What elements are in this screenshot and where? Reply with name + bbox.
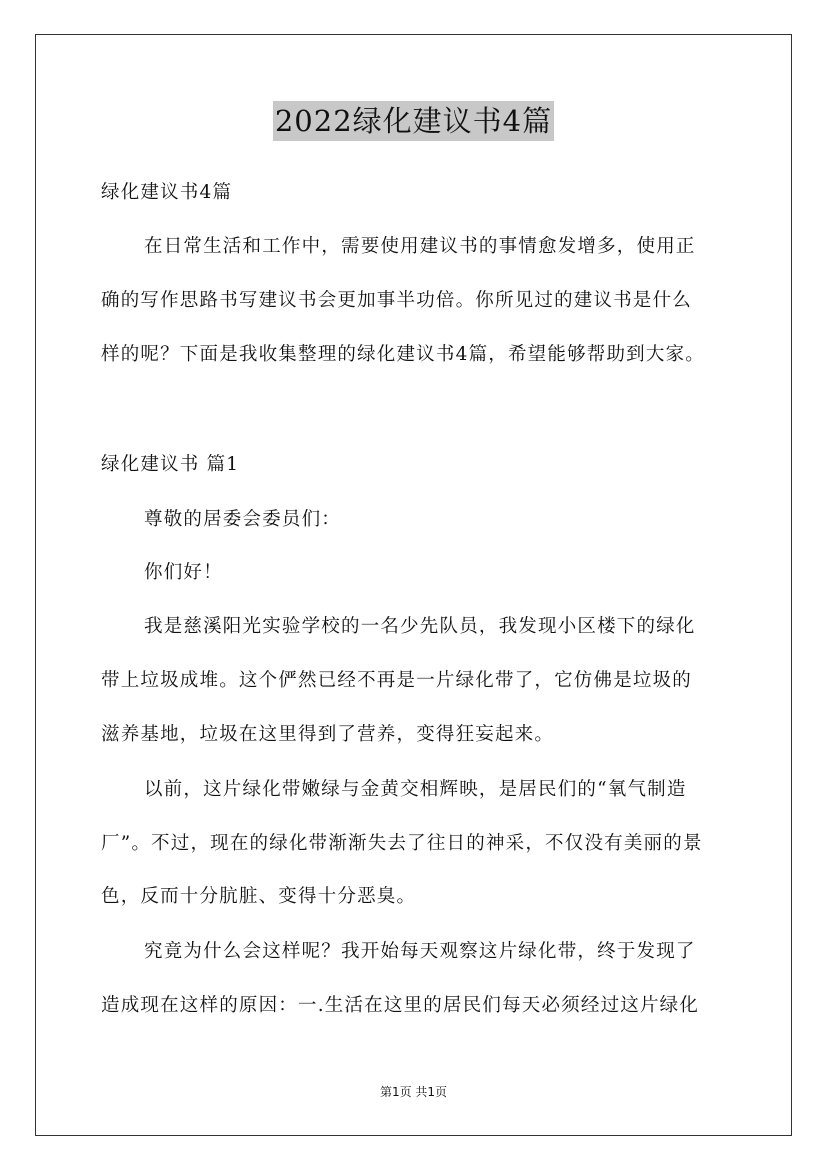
paragraph3-line-2: 造成现在这样的原因：一.生活在这里的居民们每天必须经过这片绿化	[101, 995, 700, 1016]
paragraph1-line-1: 我是慈溪阳光实验学校的一名少先队员，我发现小区楼下的绿化	[144, 616, 696, 637]
paragraph2-line-1: 以前，这片绿化带嫩绿与金黄交相辉映，是居民们的“氧气制造	[144, 779, 687, 800]
paragraph3-line-1: 究竟为什么会这样呢？我开始每天观察这片绿化带，终于发现了	[144, 941, 696, 962]
page-footer	[0, 1084, 827, 1100]
paragraph2-line-2: 厂”。不过，现在的绿化带渐渐失去了往日的神采，不仅没有美丽的景	[101, 833, 703, 854]
intro-line-2: 确的写作思路书写建议书会更加事半功倍。你所见过的建议书是什么	[101, 290, 693, 311]
document-subtitle: 绿化建议书4篇	[101, 182, 233, 203]
paragraph2-line-3: 色，反而十分肮脏、变得十分恶臭。	[101, 886, 417, 907]
intro-line-3: 样的呢？下面是我收集整理的绿化建议书4篇，希望能够帮助到大家。	[101, 344, 705, 365]
section-heading: 绿化建议书 篇1	[101, 454, 240, 475]
paragraph1-line-3: 滋养基地，垃圾在这里得到了营养，变得狂妄起来。	[101, 724, 555, 745]
paragraph1-line-2: 带上垃圾成堆。这个俨然已经不再是一片绿化带了，它仿佛是垃圾的	[101, 670, 693, 691]
title-container	[0, 101, 827, 141]
salutation: 尊敬的居委会委员们：	[144, 509, 342, 530]
intro-line-1: 在日常生活和工作中，需要使用建议书的事情愈发增多，使用正	[144, 236, 696, 257]
greeting: 你们好！	[144, 562, 223, 583]
document-title: 2022绿化建议书4篇	[273, 101, 554, 141]
page-number: 第1页 共1页	[379, 1085, 448, 1099]
